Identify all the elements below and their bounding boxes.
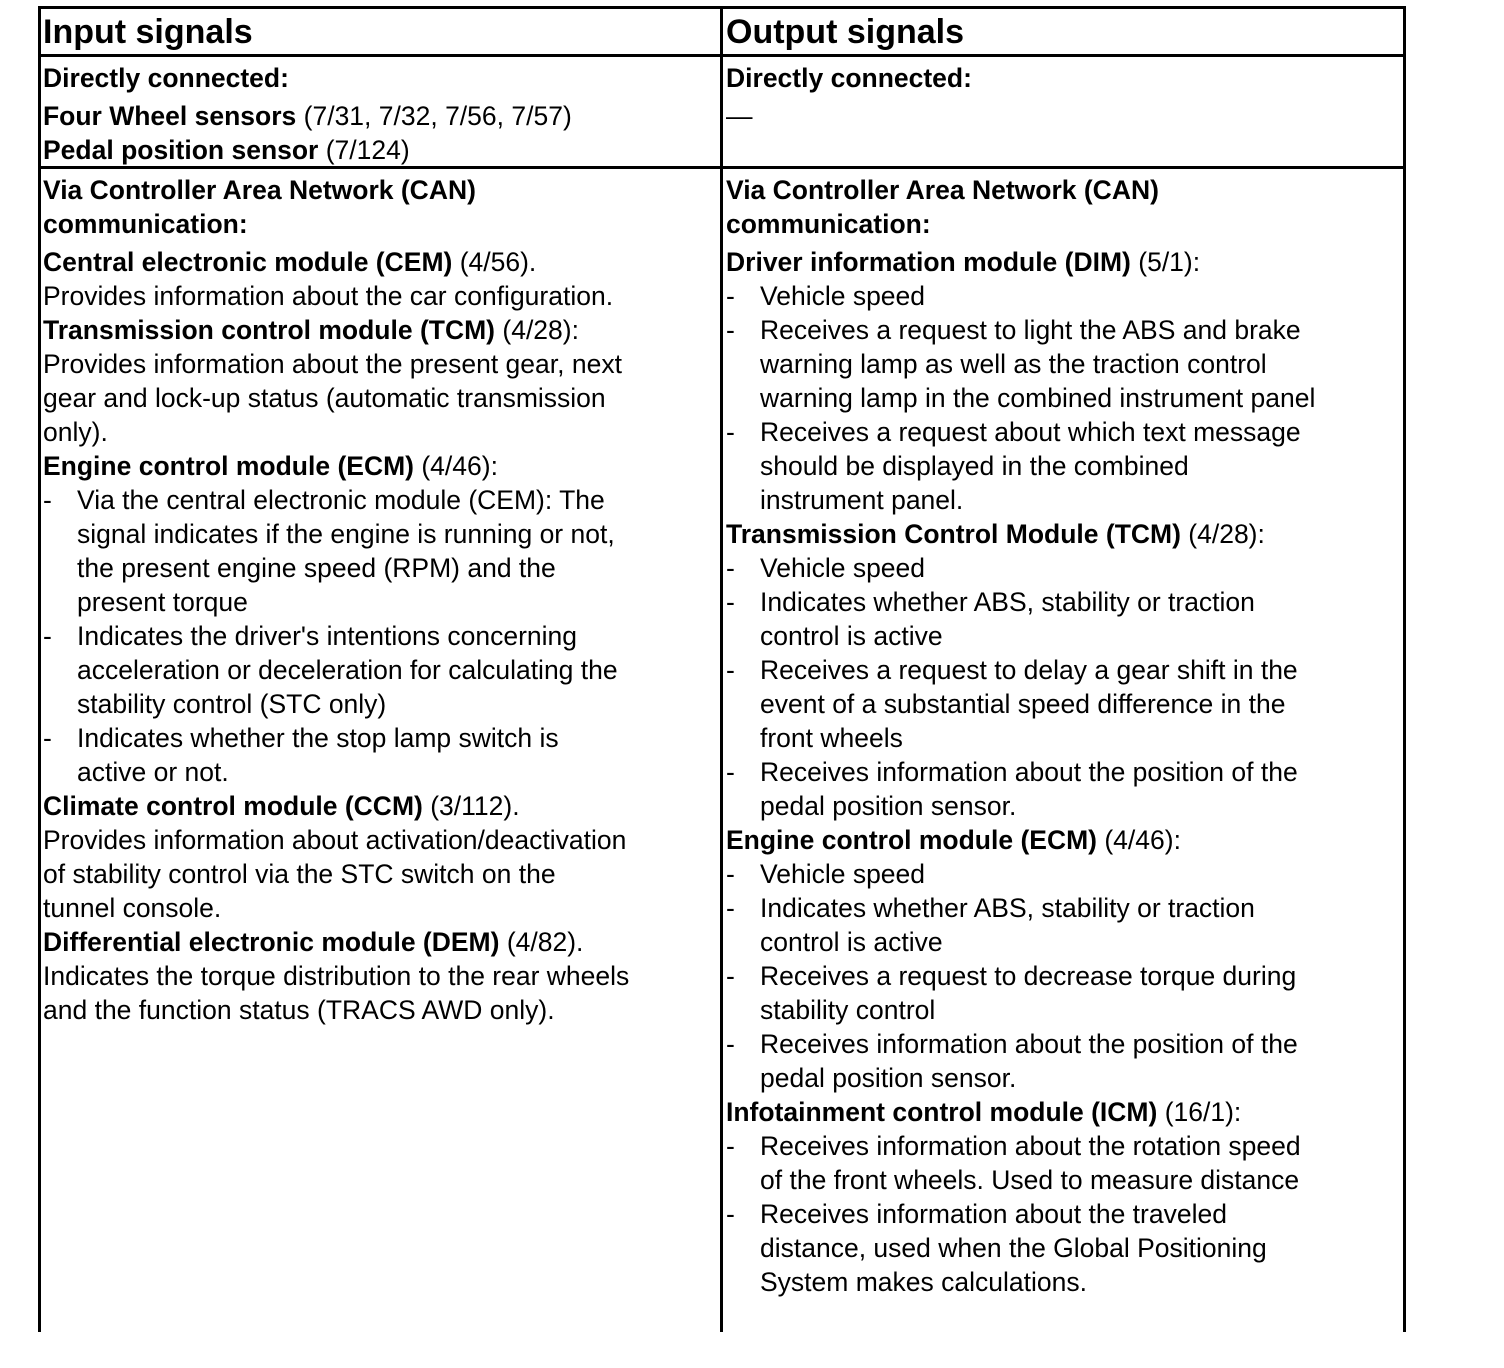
input-direct-heading: Directly connected: bbox=[43, 63, 289, 93]
module-heading-dem bbox=[43, 925, 719, 959]
module-ref: (4/28): bbox=[1180, 519, 1265, 549]
bullet-dash: - bbox=[726, 757, 735, 787]
module-description: Provides information about the present gear, next bbox=[43, 349, 622, 379]
module-ref: (16/1): bbox=[1157, 1097, 1242, 1127]
bullet-dash: - bbox=[726, 961, 735, 991]
list-item-text: Receives information about the position of the bbox=[760, 1029, 1298, 1059]
bullet-dash: - bbox=[726, 281, 735, 311]
module-description: Provides information about the car configuration. bbox=[43, 281, 614, 311]
list-item-text: present torque bbox=[77, 587, 248, 617]
module-name: Transmission control module (TCM) bbox=[43, 315, 496, 345]
module-name: Central electronic module (CEM) bbox=[43, 247, 453, 277]
table-border-left bbox=[38, 6, 41, 1332]
bullet-dash: - bbox=[726, 1131, 735, 1161]
module-description: gear and lock-up status (automatic transmission bbox=[43, 383, 606, 413]
module-heading-tcm bbox=[726, 517, 1402, 551]
output-direct-cell bbox=[726, 61, 1402, 133]
output-can-heading: Via Controller Area Network (CAN) bbox=[726, 175, 1159, 205]
output-can-heading: communication: bbox=[726, 209, 931, 239]
list-item bbox=[726, 653, 1402, 755]
module-heading-icm bbox=[726, 1095, 1402, 1129]
module-description: Provides information about activation/deactivation bbox=[43, 825, 627, 855]
list-item-text: Indicates whether ABS, stability or traction bbox=[760, 587, 1255, 617]
module-name: Climate control module (CCM) bbox=[43, 791, 423, 821]
list-item-text: pedal position sensor. bbox=[760, 1063, 1017, 1093]
module-ref: (4/28): bbox=[495, 315, 579, 345]
item-name: Four Wheel sensors bbox=[43, 101, 297, 131]
list-item-text: Receives a request to light the ABS and brake bbox=[760, 315, 1301, 345]
module-heading-cem bbox=[43, 245, 719, 279]
list-item-text: the present engine speed (RPM) and the bbox=[77, 553, 556, 583]
item-ref: (7/124) bbox=[318, 135, 410, 165]
input-direct-cell bbox=[43, 61, 719, 167]
module-description: of stability control via the STC switch on the bbox=[43, 859, 556, 889]
list-item-text: Vehicle speed bbox=[760, 553, 926, 583]
list-item-text: control is active bbox=[760, 927, 943, 957]
list-item bbox=[726, 1129, 1402, 1197]
list-item-text: should be displayed in the combined bbox=[760, 451, 1189, 481]
list-item bbox=[726, 891, 1402, 959]
output-direct-heading: Directly connected: bbox=[726, 63, 972, 93]
item-ref: (7/31, 7/32, 7/56, 7/57) bbox=[296, 101, 572, 131]
list-item-text: Indicates the driver's intentions concerning bbox=[77, 621, 578, 651]
list-item bbox=[726, 755, 1402, 823]
bullet-dash: - bbox=[726, 315, 735, 345]
module-ref: (4/46): bbox=[414, 451, 498, 481]
list-item-text: stability control (STC only) bbox=[77, 689, 387, 719]
list-item-text: warning lamp as well as the traction control bbox=[760, 349, 1267, 379]
module-ref: (3/112). bbox=[422, 791, 520, 821]
input-can-heading: communication: bbox=[43, 209, 248, 239]
list-item bbox=[726, 313, 1402, 415]
list-item-text: distance, used when the Global Positioning bbox=[760, 1233, 1267, 1263]
signals-table bbox=[38, 6, 1404, 1332]
module-name: Differential electronic module (DEM) bbox=[43, 927, 500, 957]
module-name: Engine control module (ECM) bbox=[43, 451, 414, 481]
module-name: Driver information module (DIM) bbox=[726, 247, 1131, 277]
bullet-dash: - bbox=[726, 417, 735, 447]
module-ref: (5/1): bbox=[1130, 247, 1201, 277]
output-signals-title: Output signals bbox=[726, 13, 964, 51]
bullet-dash: - bbox=[43, 723, 52, 753]
list-item bbox=[43, 619, 719, 721]
list-item bbox=[43, 721, 719, 789]
module-heading-tcm bbox=[43, 313, 719, 347]
bullet-dash: - bbox=[726, 859, 735, 889]
list-item-text: event of a substantial speed difference in the bbox=[760, 689, 1286, 719]
bullet-dash: - bbox=[726, 1199, 735, 1229]
module-heading-ccm bbox=[43, 789, 719, 823]
list-item bbox=[726, 551, 1402, 585]
list-item-text: Receives information about the position of the bbox=[760, 757, 1298, 787]
table-border-right bbox=[1403, 6, 1406, 1332]
input-direct-item bbox=[43, 99, 719, 133]
input-direct-item bbox=[43, 133, 719, 167]
module-description: Indicates the torque distribution to the rear wheels bbox=[43, 961, 630, 991]
output-direct-value: — bbox=[726, 101, 753, 131]
list-item bbox=[726, 279, 1402, 313]
input-signals-title: Input signals bbox=[43, 13, 253, 51]
list-item-text: Receives a request to decrease torque during bbox=[760, 961, 1297, 991]
list-item-text: stability control bbox=[760, 995, 936, 1025]
module-name: Transmission Control Module (TCM) bbox=[726, 519, 1181, 549]
list-item bbox=[43, 483, 719, 619]
module-name: Infotainment control module (ICM) bbox=[726, 1097, 1158, 1127]
list-item bbox=[726, 857, 1402, 891]
module-description: only). bbox=[43, 417, 108, 447]
input-can-cell bbox=[43, 173, 719, 1027]
list-item-text: Vehicle speed bbox=[760, 859, 926, 889]
module-name: Engine control module (ECM) bbox=[726, 825, 1097, 855]
list-item-text: Receives a request to delay a gear shift in the bbox=[760, 655, 1298, 685]
list-item-text: Receives information about the traveled bbox=[760, 1199, 1227, 1229]
bullet-dash: - bbox=[43, 621, 52, 651]
bullet-dash: - bbox=[726, 587, 735, 617]
list-item-text: signal indicates if the engine is running or not, bbox=[77, 519, 615, 549]
list-item-text: acceleration or deceleration for calculating the bbox=[77, 655, 618, 685]
list-item-text: of the front wheels. Used to measure distance bbox=[760, 1165, 1300, 1195]
list-item bbox=[726, 1197, 1402, 1299]
list-item bbox=[726, 959, 1402, 1027]
list-item-text: Receives a request about which text message bbox=[760, 417, 1301, 447]
bullet-dash: - bbox=[726, 655, 735, 685]
list-item-text: Receives information about the rotation speed bbox=[760, 1131, 1301, 1161]
bullet-dash: - bbox=[43, 485, 52, 515]
module-ref: (4/82). bbox=[499, 927, 584, 957]
bullet-dash: - bbox=[726, 553, 735, 583]
list-item-text: Indicates whether ABS, stability or traction bbox=[760, 893, 1255, 923]
list-item-text: System makes calculations. bbox=[760, 1267, 1087, 1297]
list-item-text: Indicates whether the stop lamp switch is bbox=[77, 723, 559, 753]
list-item-text: Via the central electronic module (CEM): The bbox=[77, 485, 605, 515]
module-ref: (4/56). bbox=[452, 247, 537, 277]
module-description: tunnel console. bbox=[43, 893, 222, 923]
input-signals-header bbox=[43, 9, 718, 55]
list-item bbox=[726, 1027, 1402, 1095]
input-can-heading: Via Controller Area Network (CAN) bbox=[43, 175, 476, 205]
list-item-text: warning lamp in the combined instrument panel bbox=[760, 383, 1316, 413]
item-name: Pedal position sensor bbox=[43, 135, 319, 165]
output-signals-header bbox=[726, 9, 1401, 55]
list-item-text: instrument panel. bbox=[760, 485, 964, 515]
module-heading-ecm bbox=[726, 823, 1402, 857]
module-heading-dim bbox=[726, 245, 1402, 279]
module-description: and the function status (TRACS AWD only). bbox=[43, 995, 555, 1025]
list-item-text: front wheels bbox=[760, 723, 903, 753]
list-item-text: pedal position sensor. bbox=[760, 791, 1017, 821]
module-ref: (4/46): bbox=[1097, 825, 1181, 855]
list-item-text: control is active bbox=[760, 621, 943, 651]
output-can-cell bbox=[726, 173, 1402, 1299]
list-item-text: Vehicle speed bbox=[760, 281, 926, 311]
list-item bbox=[726, 585, 1402, 653]
module-heading-ecm bbox=[43, 449, 719, 483]
bullet-dash: - bbox=[726, 893, 735, 923]
bullet-dash: - bbox=[726, 1029, 735, 1059]
list-item bbox=[726, 415, 1402, 517]
list-item-text: active or not. bbox=[77, 757, 229, 787]
column-divider bbox=[720, 6, 723, 1332]
